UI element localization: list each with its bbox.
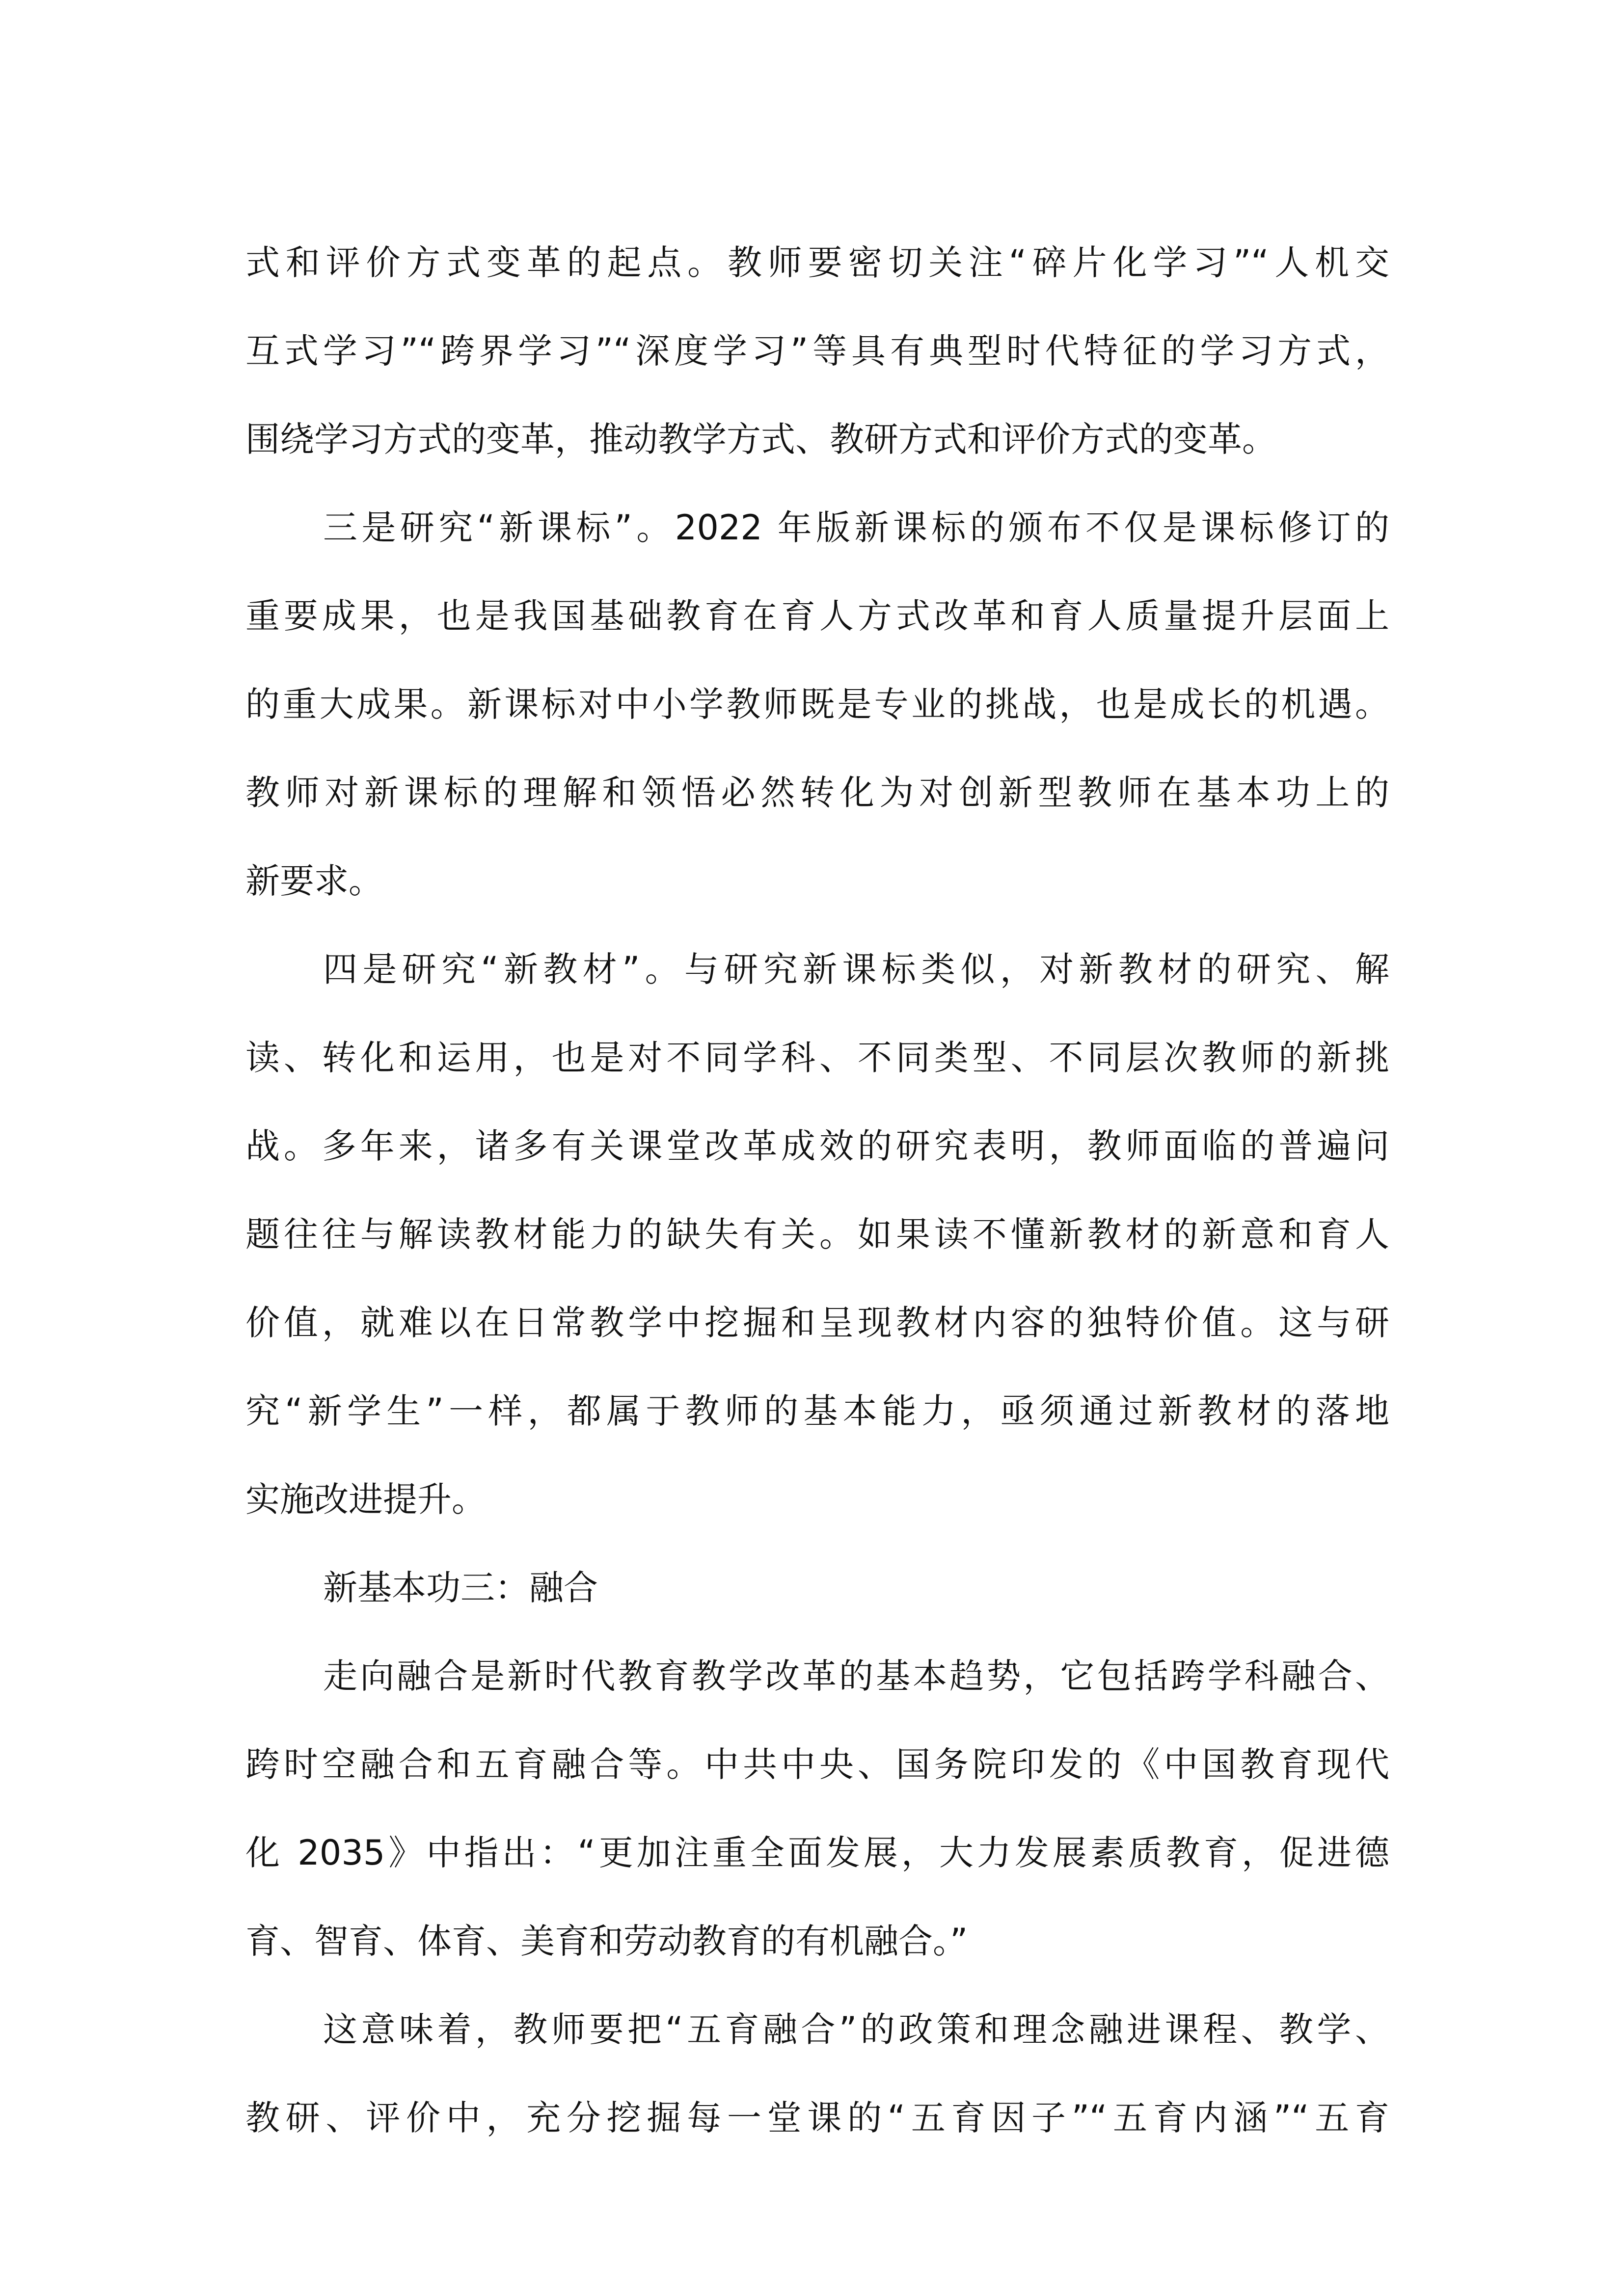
text-line: 四是研究“新教材”。与研究新课标类似，对新教材的研究、解 [323, 949, 1389, 989]
text-line: 新要求。 [245, 861, 383, 901]
text-line: 读、转化和运用，也是对不同学科、不同类型、不同层次教师的新挑 [245, 1038, 1389, 1078]
text-line: 教师对新课标的理解和领悟必然转化为对创新型教师在基本功上的 [245, 773, 1389, 813]
text-line: 三是研究“新课标”。2022 年版新课标的颁布不仅是课标修订的 [323, 507, 1389, 548]
text-line: 这意味着，教师要把“五育融合”的政策和理念融进课程、教学、 [323, 2009, 1389, 2050]
text-line: 化 2035》中指出：“更加注重全面发展，大力发展素质教育，促进德 [245, 1833, 1389, 1873]
text-line: 育、智育、体育、美育和劳动教育的有机融合。” [245, 1921, 968, 1961]
text-line: 式和评价方式变革的起点。教师要密切关注“碎片化学习”“人机交 [245, 242, 1389, 283]
text-line: 跨时空融合和五育融合等。中共中央、国务院印发的《中国教育现代 [245, 1744, 1389, 1785]
text-line: 教研、评价中，充分挖掘每一堂课的“五育因子”“五育内涵”“五育 [245, 2098, 1389, 2138]
text-line: 重要成果，也是我国基础教育在育人方式改革和育人质量提升层面上 [245, 596, 1389, 636]
section-heading: 新基本功三：融合 [323, 1568, 598, 1608]
document-body [245, 218, 1389, 2162]
text-line: 究“新学生”一样，都属于教师的基本能力，亟须通过新教材的落地 [245, 1391, 1389, 1431]
text-line: 战。多年来，诸多有关课堂改革成效的研究表明，教师面临的普遍问 [245, 1126, 1389, 1166]
text-line: 实施改进提升。 [245, 1479, 486, 1520]
text-line: 价值，就难以在日常教学中挖掘和呈现教材内容的独特价值。这与研 [245, 1303, 1389, 1343]
text-line: 围绕学习方式的变革，推动教学方式、教研方式和评价方式的变革。 [245, 419, 1276, 459]
text-line: 互式学习”“跨界学习”“深度学习”等具有典型时代特征的学习方式， [245, 331, 1389, 371]
text-line: 的重大成果。新课标对中小学教师既是专业的挑战，也是成长的机遇。 [245, 684, 1389, 724]
text-line: 题往往与解读教材能力的缺失有关。如果读不懂新教材的新意和育人 [245, 1214, 1389, 1255]
text-line: 走向融合是新时代教育教学改革的基本趋势，它包括跨学科融合、 [323, 1656, 1389, 1696]
